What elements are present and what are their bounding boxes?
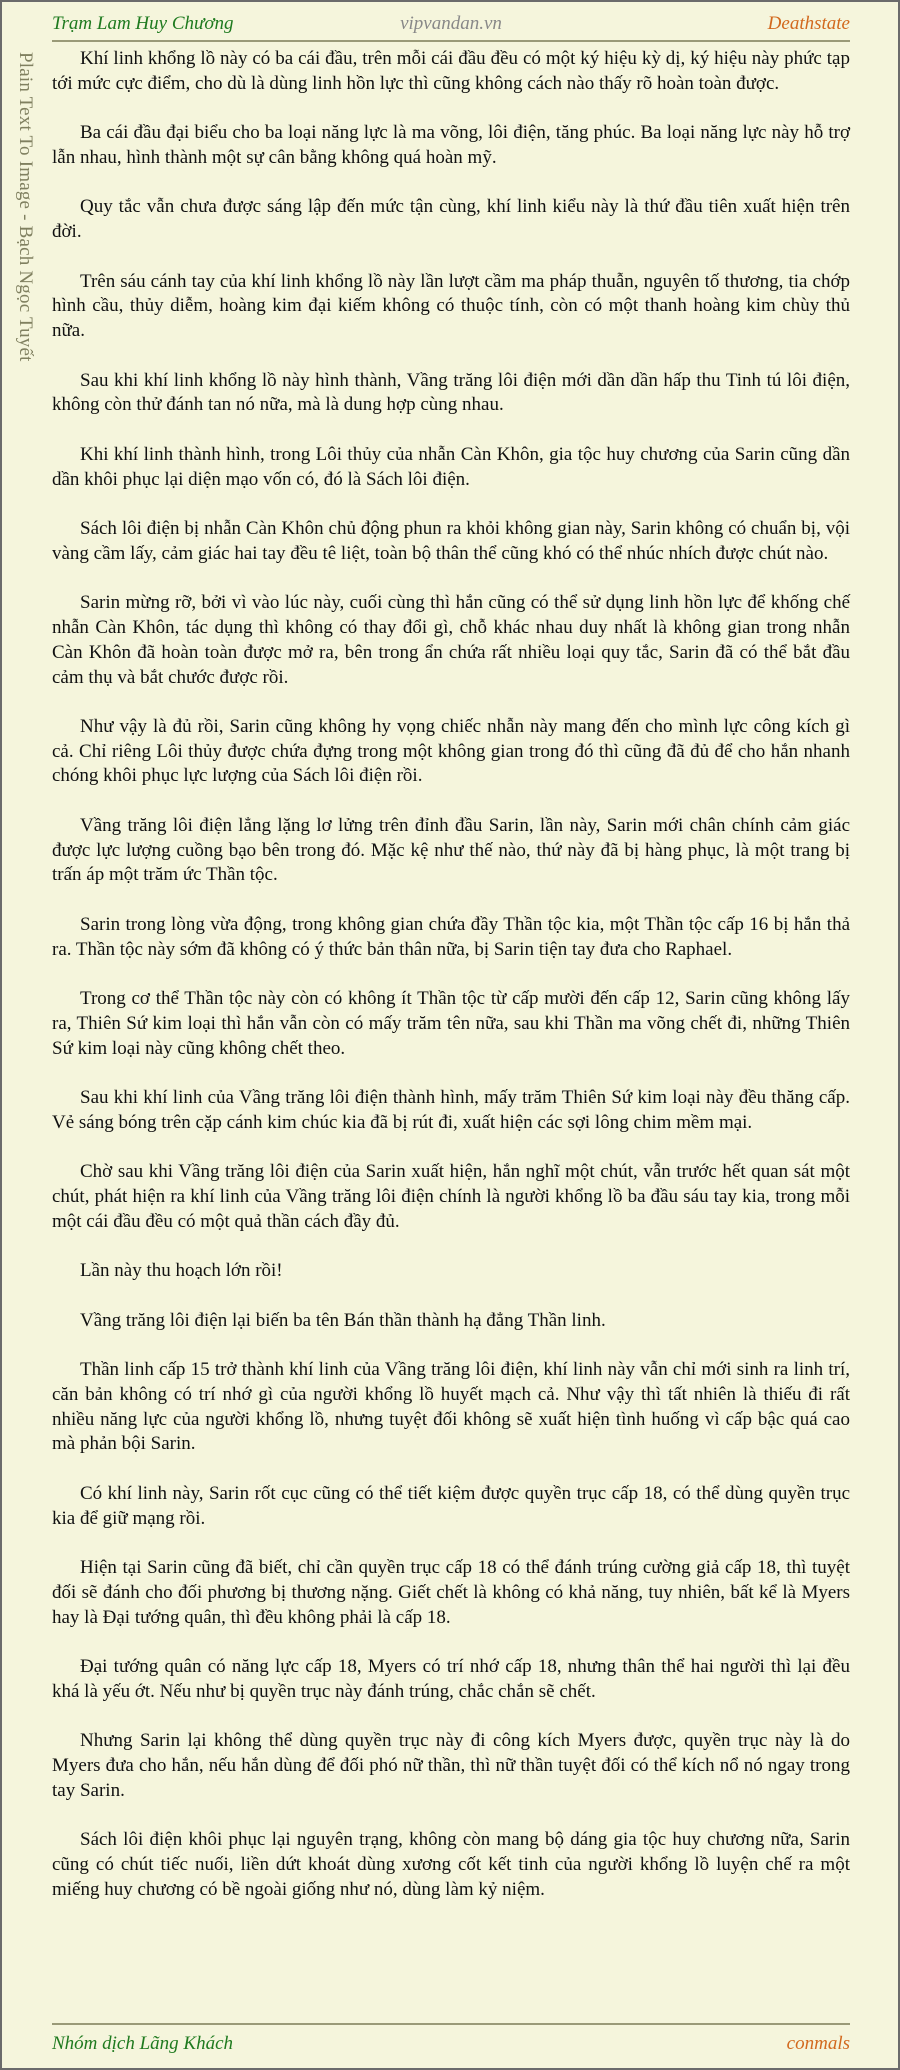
paragraph: Quy tắc vẫn chưa được sáng lập đến mức tận cùng, khí linh kiểu này là thứ đầu tiên xuất hiện trên đời. xyxy=(52,196,850,243)
paragraph: Hiện tại Sarin cũng đã biết, chỉ cần quyền trục cấp 18 có thể đánh trúng cường giả cấp 18, thì tuyệt đối sẽ đánh cho đối phương bị thương nặng. Giết chết là không có khả năng, tuy nhiên, bất kể là Myers hay là Đại tướng quân, thì đều không phải là cấp 18. xyxy=(52,1556,850,1628)
footer-group: Nhóm dịch Lãng Khách xyxy=(52,2033,234,2054)
paragraph: Vầng trăng lôi điện lại biến ba tên Bán thần thành hạ đẳng Thần linh. xyxy=(80,1309,606,1331)
side-watermark: Plain Text To Image - Bạch Ngọc Tuyết xyxy=(15,52,36,362)
paragraph: Thần linh cấp 15 trở thành khí linh của Vầng trăng lôi điện, khí linh này vẫn chỉ mới sinh ra linh trí, căn bản không có trí nhớ gì của người khổng lồ huyết mạch cả. Như vậy thì tất nhiên là thiếu đi rất nhiều năng lực của người khổng lồ, nhưng tuyệt đối không sẽ xuất hiện tình huống vì cấp bậc quá cao mà phản bội Sarin. xyxy=(52,1358,850,1455)
chapter-text xyxy=(52,47,850,1927)
paragraph: Sách lôi điện bị nhẫn Càn Khôn chủ động phun ra khỏi không gian này, Sarin không có chuẩn bị, vội vàng cầm lấy, cảm giác hai tay đều tê liệt, toàn bộ thân thể cũng khó có thể nhúc nhích được chút nào. xyxy=(52,517,850,564)
paragraph: Khi khí linh thành hình, trong Lôi thủy của nhẫn Càn Khôn, gia tộc huy chương của Sarin cũng dần dần khôi phục lại diện mạo vốn có, đó là Sách lôi điện. xyxy=(52,443,850,490)
paragraph: Chờ sau khi Vầng trăng lôi điện của Sarin xuất hiện, hắn nghĩ một chút, vẫn trước hết quan sát một chút, phát hiện ra khí linh của Vầng trăng lôi điện chính là người khổng lồ ba đầu sáu tay kia, trong mỗi một cái đầu đều có một quả thần cách đầy đủ. xyxy=(52,1161,850,1232)
paragraph: Sarin trong lòng vừa động, trong không gian chứa đầy Thần tộc kia, một Thần tộc cấp 16 bị hắn thả ra. Thần tộc này sớm đã không có ý thức bản thân nữa, bị Sarin tiện tay đưa cho Raphael. xyxy=(52,913,850,960)
paragraph: Sarin mừng rỡ, bởi vì vào lúc này, cuối cùng thì hắn cũng có thể sử dụng linh hồn lực để khống chế nhẫn Càn Khôn, tác dụng thì không có thay đổi gì, chỗ khác nhau duy nhất là không gian trong nhẫn Càn Khôn đã hoàn toàn được mở ra, bên trong ẩn chứa rất nhiều loại quy tắc, Sarin đã có thể bắt đầu cảm thụ và bắt chước được rồi. xyxy=(52,592,850,688)
footer-user: conmals xyxy=(786,2033,850,2054)
paragraph: Sau khi khí linh khổng lồ này hình thành, Vầng trăng lôi điện mới dần dần hấp thu Tinh tú lôi điện, không còn thử đánh tan nó nữa, mà là dung hợp cùng nhau. xyxy=(52,369,850,416)
page-header xyxy=(52,8,850,42)
header-site: vipvandan.vn xyxy=(400,13,502,34)
header-author: Deathstate xyxy=(767,13,850,34)
paragraph: Vầng trăng lôi điện lẳng lặng lơ lửng trên đỉnh đầu Sarin, lần này, Sarin mới chân chính cảm giác được lực lượng cuồng bạo bên trong đó. Mặc kệ như thế nào, thứ này đã bị hàng phục, là một trang bị trấn áp một trăm ức Thần tộc. xyxy=(52,814,850,886)
paragraph: Như vậy là đủ rồi, Sarin cũng không hy vọng chiếc nhẫn này mang đến cho mình lực công kích gì cả. Chỉ riêng Lôi thủy được chứa đựng trong một không gian trong đó thì cũng đã đủ để cho hắn nhanh chóng khôi phục lực lượng của Sách lôi điện rồi. xyxy=(52,715,850,787)
paragraph: Đại tướng quân có năng lực cấp 18, Myers có trí nhớ cấp 18, nhưng thân thể hai người thì lại đều khá là yếu ớt. Nếu như bị quyền trục này đánh trúng, chắc chắn sẽ chết. xyxy=(52,1655,850,1702)
paragraph: Có khí linh này, Sarin rốt cục cũng có thể tiết kiệm được quyền trục cấp 18, có thể dùng quyền trục kia để giữ mạng rồi. xyxy=(52,1482,850,1529)
paragraph: Lần này thu hoạch lớn rồi! xyxy=(80,1260,283,1282)
paragraph: Nhưng Sarin lại không thể dùng quyền trục này đi công kích Myers được, quyền trục này là do Myers đưa cho hắn, nếu hắn dùng để đối phó nữ thần, thì nữ thần tuyệt đối có thể kích nổ nó ngay trong tay Sarin. xyxy=(52,1730,850,1801)
paragraph: Ba cái đầu đại biểu cho ba loại năng lực là ma võng, lôi điện, tăng phúc. Ba loại năng lực này hỗ trợ lẫn nhau, hình thành một sự cân bằng không quá hoàn mỹ. xyxy=(52,122,850,168)
paragraph: Sách lôi điện khôi phục lại nguyên trạng, không còn mang bộ dáng gia tộc huy chương nữa, Sarin cũng có chút tiếc nuối, liền dứt khoát dùng xương cốt kết tinh của người khổng lồ luyện chế ra một miếng huy chương có bề ngoài giống như nó, dùng làm kỷ niệm. xyxy=(52,1829,850,1900)
paragraph: Khí linh khổng lồ này có ba cái đầu, trên mỗi cái đầu đều có một ký hiệu kỳ dị, ký hiệu này phức tạp tới mức cực điểm, cho dù là dùng linh hồn lực thì cũng không cách nào thấy rõ hoàn toàn được. xyxy=(52,48,850,94)
page-footer xyxy=(52,2023,850,2060)
paragraph: Trong cơ thể Thần tộc này còn có không ít Thần tộc từ cấp mười đến cấp 12, Sarin cũng không lấy ra, Thiên Sứ kim loại thì hắn vẫn còn có mấy trăm tên nữa, sau khi Thần ma võng chết đi, những Thiên Sứ kim loại này cũng không chết theo. xyxy=(52,988,850,1059)
header-title: Trạm Lam Huy Chương xyxy=(52,13,234,34)
paragraph: Sau khi khí linh của Vầng trăng lôi điện thành hình, mấy trăm Thiên Sứ kim loại này đều thăng cấp. Vẻ sáng bóng trên cặp cánh kim chúc kia đã bị rút đi, xuất hiện các sợi lông chim mềm mại. xyxy=(52,1087,850,1133)
paragraph: Trên sáu cánh tay của khí linh khổng lồ này lần lượt cầm ma pháp thuẫn, nguyên tố thương, tia chớp hình cầu, thủy diễm, hoàng kim đại kiếm không có thuộc tính, còn có một thanh hoàng kim chùy thủ nữa. xyxy=(52,270,850,342)
